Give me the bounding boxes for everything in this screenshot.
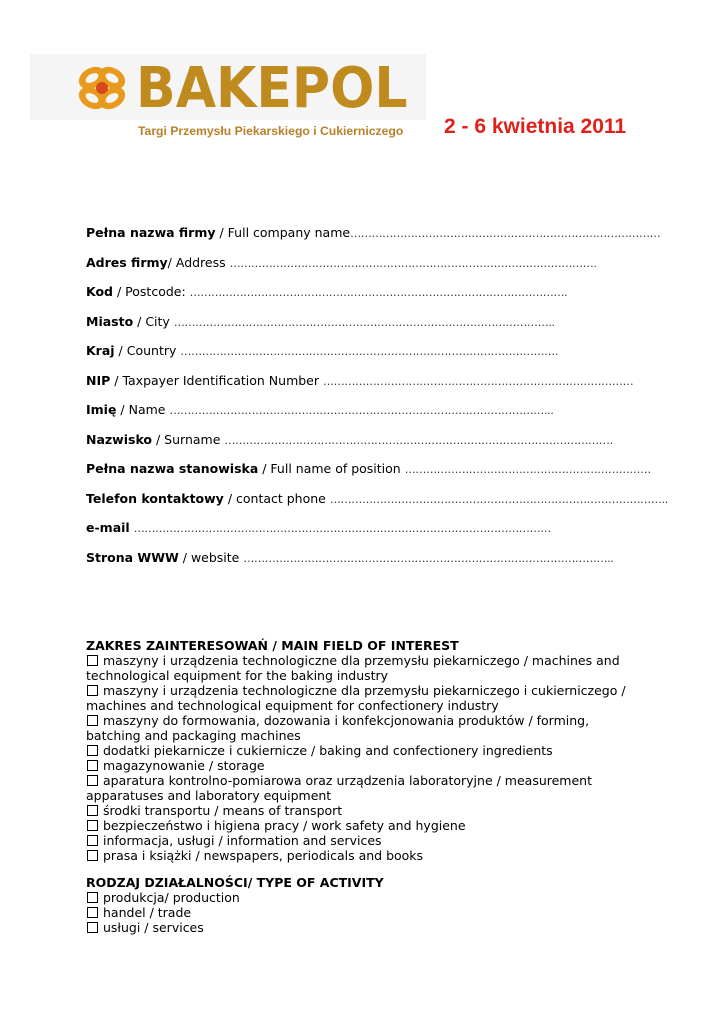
checkbox[interactable] xyxy=(87,850,98,861)
activity-item: handel / trade xyxy=(86,905,646,920)
activity-item: produkcja/ production xyxy=(86,890,646,905)
checkbox[interactable] xyxy=(87,715,98,726)
interest-section xyxy=(86,638,646,863)
field-phone[interactable]: Telefon kontaktowy / contact phone ………………………………………………………………………………….. xyxy=(86,491,668,506)
field-position[interactable]: Pełna nazwa stanowiska / Full name of position …………………………………………………………… xyxy=(86,461,651,476)
checkbox[interactable] xyxy=(87,760,98,771)
checkbox[interactable] xyxy=(87,835,98,846)
checkbox[interactable] xyxy=(87,922,98,933)
interest-item: magazynowanie / storage xyxy=(86,758,646,773)
bakepol-logo-icon xyxy=(72,62,132,114)
interest-item: prasa i książki / newspapers, periodicals and books xyxy=(86,848,646,863)
checkbox[interactable] xyxy=(87,745,98,756)
field-company-name[interactable]: Pełna nazwa firmy / Full company name…………………………………………………………………………… xyxy=(86,225,661,240)
interest-item: dodatki piekarnicze i cukiernicze / baking and confectionery ingredients xyxy=(86,743,646,758)
interest-item: maszyny do formowania, dozowania i konfekcjonowania produktów / forming, batching and packaging machines xyxy=(86,713,590,743)
checkbox[interactable] xyxy=(87,892,98,903)
fair-dates: 2 - 6 kwietnia 2011 xyxy=(444,115,627,138)
checkbox[interactable] xyxy=(87,775,98,786)
interest-item: bezpieczeństwo i higiena pracy / work safety and hygiene xyxy=(86,818,646,833)
checkbox[interactable] xyxy=(87,907,98,918)
activity-section xyxy=(86,875,646,935)
interest-item: środki transportu / means of transport xyxy=(86,803,646,818)
checkbox[interactable] xyxy=(87,820,98,831)
field-email[interactable]: e-mail ……………………………………………………………………………………………………… xyxy=(86,520,551,535)
interest-item: informacja, usługi / information and services xyxy=(86,833,646,848)
field-address[interactable]: Adres firmy/ Address …………………………………………………………………………………………. xyxy=(86,255,597,270)
interest-item: aparatura kontrolno-pomiarowa oraz urządzenia laboratoryjne / measurement apparatuses and laboratory equipment xyxy=(86,773,593,803)
activity-item: usługi / services xyxy=(86,920,646,935)
field-nip[interactable]: NIP / Taxpayer Identification Number …………………………………………………………………………… xyxy=(86,373,634,388)
interest-title: ZAKRES ZAINTERESOWAŃ / MAIN FIELD OF INTEREST xyxy=(86,638,459,653)
field-name[interactable]: Imię / Name ……………………………………………………………………………………………... xyxy=(86,402,554,417)
fair-subtitle: Targi Przemysłu Piekarskiego i Cukierniczego xyxy=(138,124,404,138)
interest-item: maszyny i urządzenia technologiczne dla przemysłu piekarniczego / machines and technological equipment for the baking industry xyxy=(86,653,620,683)
checkbox[interactable] xyxy=(87,685,98,696)
logo-text: BAKEPOL xyxy=(136,56,408,121)
checkbox[interactable] xyxy=(87,805,98,816)
field-surname[interactable]: Nazwisko / Surname ………………………………………………………………………………………………. xyxy=(86,432,613,447)
checkbox[interactable] xyxy=(87,655,98,666)
field-postcode[interactable]: Kod / Postcode: ……………………………………………………………………………………………. xyxy=(86,284,568,299)
interest-item: maszyny i urządzenia technologiczne dla przemysłu piekarniczego i cukierniczego / machines and technological equipment for confectionery industry xyxy=(86,683,626,713)
activity-title: RODZAJ DZIAŁALNOŚCI/ TYPE OF ACTIVITY xyxy=(86,875,384,890)
field-country[interactable]: Kraj / Country ……………………………………………………………………………………………. xyxy=(86,343,559,358)
field-website[interactable]: Strona WWW / website ………………………………………………………………………………………….. xyxy=(86,550,614,565)
field-city[interactable]: Miasto / City …………………………………………………………………………………………….. xyxy=(86,314,555,329)
